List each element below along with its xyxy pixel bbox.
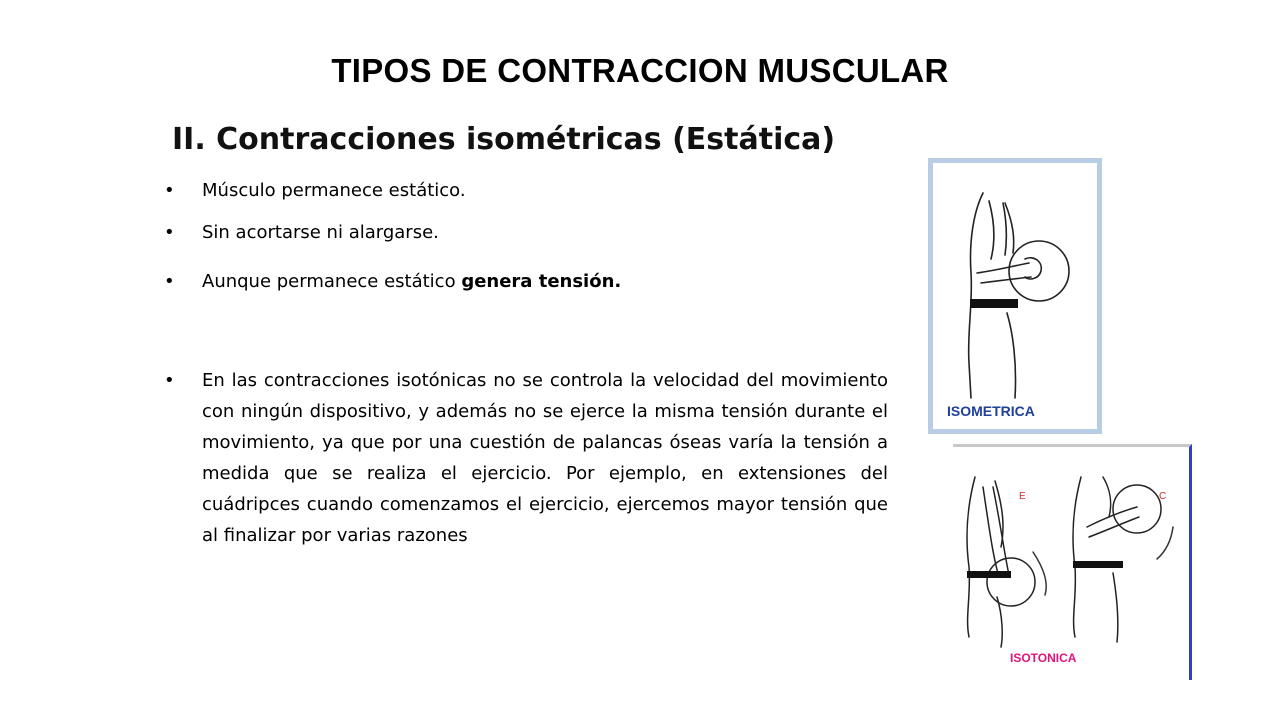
bullet-text: Músculo permanece estático. (202, 180, 466, 201)
belt-right-shape (1073, 561, 1123, 568)
bullet-text: Sin acortarse ni alargarse. (202, 222, 439, 243)
belt-left-shape (967, 571, 1011, 578)
bullet-bold-text: genera tensión. (461, 271, 622, 292)
isotonic-figure (953, 444, 1192, 680)
belt-shape (970, 299, 1018, 308)
bullet-item (202, 180, 466, 201)
isotonic-label: ISOTONICA (1010, 651, 1077, 665)
slide-title: TIPOS DE CONTRACCION MUSCULAR (331, 52, 949, 89)
bullet-item (202, 222, 439, 243)
extension-letter: E (1019, 491, 1026, 502)
paragraph-bullet: • En las contracciones isotónicas no se controla la velocidad del movimiento con ningún dispositivo, y además no se ejerce la misma tensión durante el movimiento, ya que por una cuestión de palancas óseas varía la tensión a medida que se realiza el ejercicio. Por ejemplo, en extensiones del cuádripces cuando comenzamos el ejercicio, ejercemos mayor tensión que al finalizar por varias razones (202, 365, 888, 551)
bullet-text: Aunque permanece estático (202, 271, 462, 292)
isotonic-illustration (953, 447, 1189, 680)
isometric-figure (928, 158, 1102, 434)
bullet-item (202, 271, 621, 292)
isometric-illustration (933, 163, 1097, 429)
contraction-letter: C (1159, 491, 1167, 502)
isometric-label: ISOMETRICA (947, 403, 1035, 419)
slide-subtitle: II. Contracciones isométricas (Estática) (172, 122, 836, 157)
